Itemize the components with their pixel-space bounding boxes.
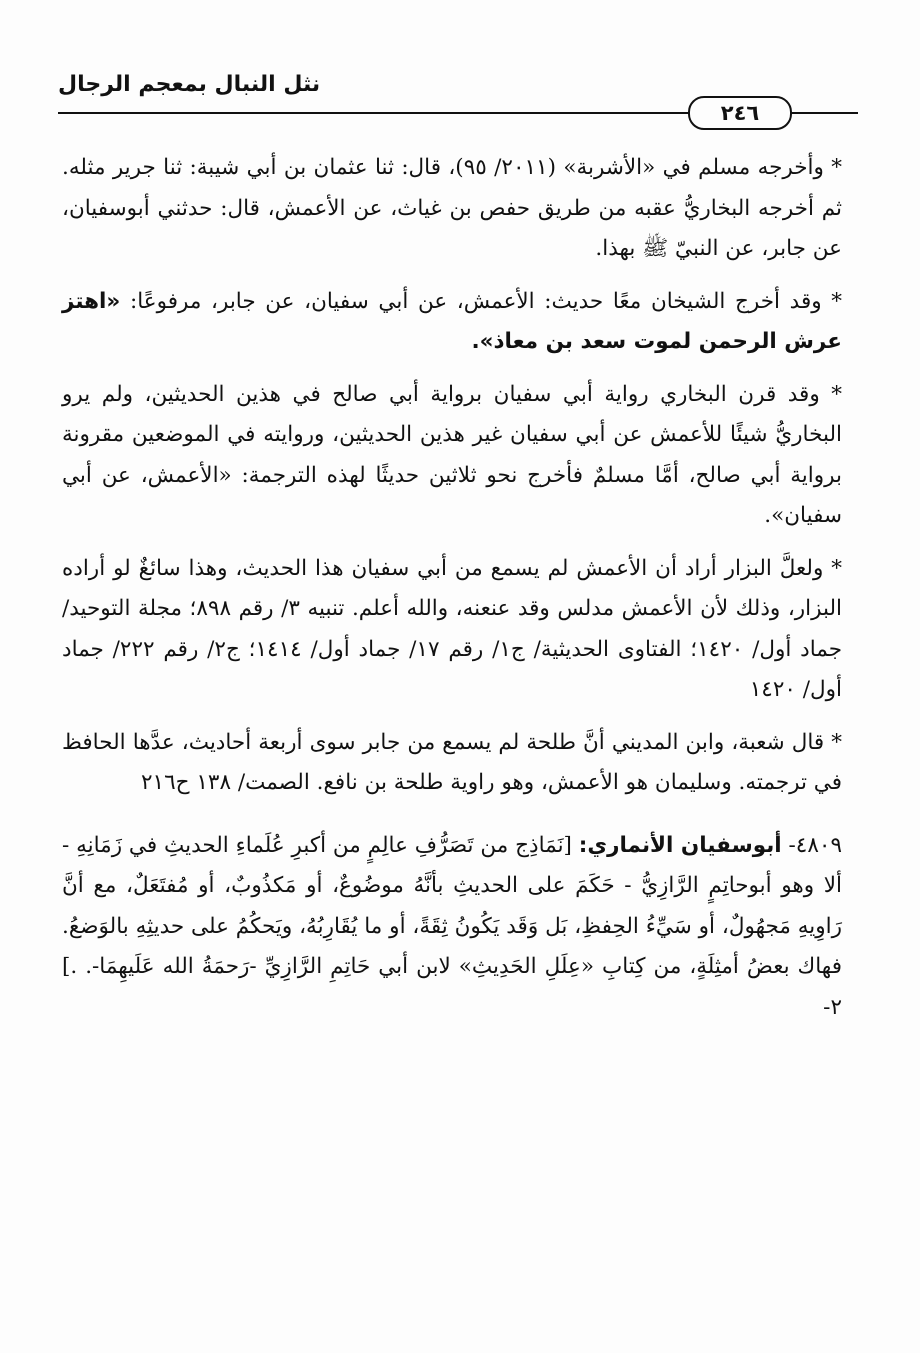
page-number: ٢٤٦ [688,96,792,130]
paragraph-bazzar: * ولعلَّ البزار أراد أن الأعمش لم يسمع من أبي سفيان هذا الحديث، وهذا سائغٌ لو أراده البزار، وذلك لأن الأعمش مدلس وقد عنعنه، والله أعلم. تنبيه ٣/ رقم ٨٩٨؛ مجلة التوحيد/ جماد أول/ ١٤٢٠؛ الفتاوى الحديثية/ ج١/ رقم ١٧/ جماد أول/ ١٤١٤؛ ج٢/ رقم ٢٢٢/ جماد أول/ ١٤٢٠ [62,555,843,702]
entry-number: ٤٨٠٩- [781,832,842,858]
body-text [62,148,842,1040]
page-header [58,72,858,125]
paragraph-bukhari: * وقد قرن البخاري رواية أبي سفيان برواية أبي صالح في هذين الحديثين، ولم يرو البخاريُّ شيئًا للأعمش عن أبي سفيان غير هذين الحديثين، وروايته في الموضعين مقرونة برواية أبي صالح، أمَّا مسلمٌ فأخرج نحو ثلاثين حديثًا لهذه الترجمة: «الأعمش، عن أبي سفيان». [62,381,842,528]
paragraph-shaykhan [62,282,842,363]
running-title: نثل النبال بمعجم الرجال [58,72,321,97]
paragraph-text: * وقد أخرج الشيخان معًا حديث: الأعمش، عن أبي سفيان، عن جابر، مرفوعًا: [120,288,842,314]
entry-4809 [62,826,842,1029]
entry-name: أبوسفيان الأنماري: [578,832,782,858]
entry-text: [نَمَاذِج من تَصَرُّفِ عالِمٍ من أكبرِ عُلَماءِ الحديثِ في زَمَانِهِ - ألا وهو أبوحاتِمٍ الرَّازِيُّ - حَكَمَ على الحديثِ بأنَّهُ موضُوعٌ، أو مَكذُوبٌ، أو مُفتَعَلٌ، مع أنَّ رَاوِيهِ مَجهُولٌ، أو سَيِّءُ الحِفظِ، بَل وَقَد يَكُونُ ثِقَةً، أو ما يُقَارِبُهُ، ويَحكُمُ على حديثِهِ بالوَضعُ. فهاك بعضُ أمثِلَةٍ، من كِتابِ «عِلَلِ الحَدِيثِ» لابن أبي حَاتِمِ الرَّازِيِّ -رَحمَةُ الله عَلَيهِمَا-. .] ٢- [62,832,842,1020]
paragraph-shuba: * قال شعبة، وابن المديني أنَّ طلحة لم يسمع من جابر سوى أربعة أحاديث، عدَّها الحافظ في ترجمته. وسليمان هو الأعمش، وهو راوية طلحة بن نافع. الصمت/ ١٣٨ ح٢١٦ [62,729,842,795]
paragraph-muslim: * وأخرجه مسلم في «الأشربة» (٢٠١١/ ٩٥)، قال: ثنا عثمان بن أبي شيبة: ثنا جرير مثله. ثم أخرجه البخاريُّ عقبه من طريق حفص بن غياث، عن الأعمش، قال: حدثني أبوسفيان، عن جابر، عن النبيّ ﷺ بهذا. [62,155,843,261]
hadith-quote: «اهتز عرش الرحمن لموت سعد بن معاذ». [62,288,842,354]
